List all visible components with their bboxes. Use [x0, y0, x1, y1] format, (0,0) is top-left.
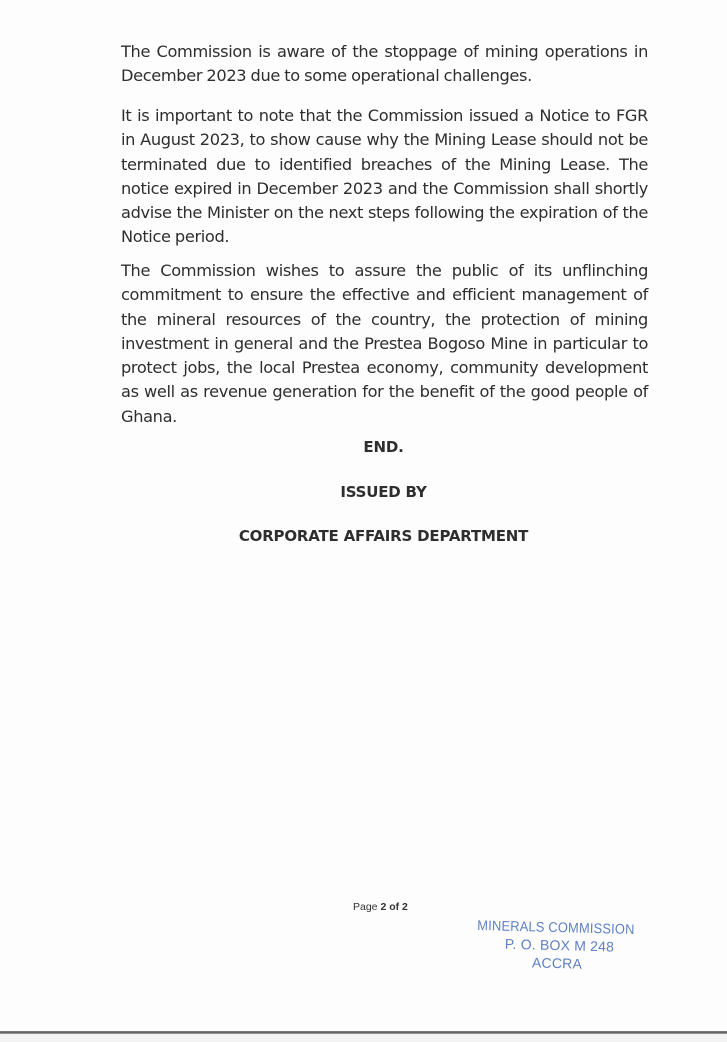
end-marker: END.: [363, 438, 404, 456]
page-current: 2: [380, 901, 387, 913]
page-total: 2: [402, 901, 408, 913]
paragraph-assurance: The Commission wishes to assure the public of its unflinching commitment to ensure the effective and efficient management of the mineral resources of the country, the protection of mining investment in general and the Prestea Bogoso Mine in particular to protect jobs, the local Prestea economy, community development as well as revenue generation for the benefit of the good people of Ghana.: [121, 261, 648, 426]
stamp-line-2: P. O. BOX M 248: [504, 935, 615, 955]
official-stamp: [467, 916, 643, 975]
page-number: [353, 901, 408, 913]
stamp-line-1: MINERALS COMMISSION: [477, 916, 635, 938]
page-prefix: Page: [353, 901, 381, 913]
paragraph-stoppage: The Commission is aware of the stoppage of mining operations in December 2023 due to some operational challenges.: [121, 42, 648, 86]
paragraph-notice: It is important to note that the Commission issued a Notice to FGR in August 2023, to show cause why the Mining Lease should not be terminated due to identified breaches of the Mining Lease. The notice expired in December 2023 and the Commission shall shortly advise the Minister on the next steps following the expiration of the Notice period.: [121, 106, 648, 247]
issued-by-heading: ISSUED BY: [340, 483, 427, 501]
page-of: of: [386, 901, 403, 913]
stamp-line-3: ACCRA: [531, 954, 583, 972]
page-bottom-margin: [0, 1034, 727, 1042]
issuing-department: CORPORATE AFFAIRS DEPARTMENT: [238, 527, 529, 545]
